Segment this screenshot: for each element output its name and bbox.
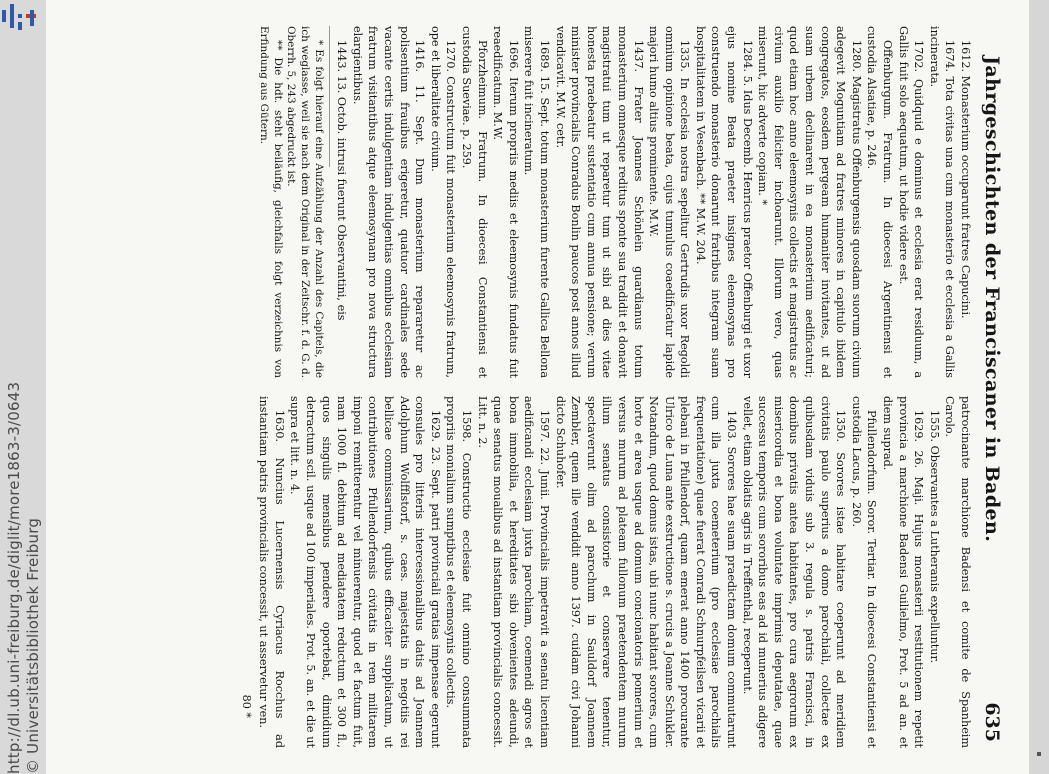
paragraph: 1350. Sorores istae habitare coeperunt ad meridiem civitatis paulo superius a domo parochiali, collectae ex quibusdam viduis sub 3. regula s. patris Francisci, in domibus privatis antea habitantes, pro cura aegrorum ex misericordia et bona voluntate imprimis deputatae, quae successu temporis cum sororibus eas ad id munerius adigere vellet, etiam oblatis agris in Treffenthal, receperunt. <box>740 396 848 748</box>
paragraph: 1630. Nuncius Lucernensis Cyriacus Rocchus ad instantiam patris provincialis concessit, ut asservetur ven. <box>257 396 286 748</box>
paragraph: 1689. 15. Sept. totum monasterium furente Gallica Bellona miserere fuit incineratum. <box>522 26 551 378</box>
left-sidebar-strip <box>0 0 46 774</box>
paragraph: 1612. Monasterium occuparunt fratres Capucini. <box>959 40 972 319</box>
watermark <box>0 0 46 774</box>
edge-dot <box>1037 752 1041 756</box>
paragraph: 1696. Iterum propriis mediis et eleemosynis fundatus fuit reaedificatum. M.W. <box>491 26 520 378</box>
watermark-url: http://dl.ub.uni-freiburg.de/diglit/more1863-3/0643 <box>5 381 23 774</box>
signature-mark: 80 * <box>239 694 253 718</box>
left-column <box>238 26 973 378</box>
watermark-copyright: © Universitätsbibliothek Freiburg <box>24 517 42 774</box>
paragraph: 1403. Sorores hae suam praedictam domum commutarunt cum illa juxta coemeterium (pro ecclesiae parochialis frequentatione) quae fuerat Conradi Schnurpfeilsen vicarii et plebani in Pfullendorf, quam emerat anno 1400 procurante Ulrico de Luna ante exstructione s. crucis a Joanne Schukler. Notandum, quod domus istas, ubi nunc habitant sorores, cum horto et area usque ad domum concionatoris pomerium et versus murum ad plateam fullonum praetendentem murum illum senatus consistorie et conservare tenentur, spectaverunt olim ad parochum in Sauldorf Joannem Zembler, quem ille vendidit anno 1397. cuidam civi Johanni dicto Schuhofer. <box>553 396 739 748</box>
right-edge <box>1029 0 1049 774</box>
paragraph: 1280. Magistratus Offenburgensis quosdam suorum civium adegevit Moguntiam ad fratres minores in capitulo ibidem congregatos, eosdem pergeam humaniter invitantes, ut ad suam urbem declinarent in ea monasterium aedificaturi; quod etiam hoc anno eleemosynis collectis et magistratus ac civium auxilio feliciter inchoarunt. Illorum vero, quas miserunt, hic adverte copiam. * <box>756 26 863 378</box>
paragraph: 1674. Tota civitas una cum monasterio et ecclesia a Gallis incinerata. <box>927 26 957 378</box>
text-columns <box>238 26 973 748</box>
paragraph: 1416. 11. Sept. Dum monasterium repararetur ac polisentium frauibus erigeretur, quatuor cardinales sede vacante certis indulgentiam indulgentias omnibus ecclesiam fratrum visitantibus atque eleemosynam pro nova structura elargientibus. <box>350 26 427 378</box>
footnote: ** Die hdt. steht beiläufig, gleichfalls folgt verzeichnis von Erfindung aus Gütern. <box>258 26 284 378</box>
paragraph: patrocinante marchione Badensi et comite de Spanheim Carolo. <box>943 396 972 748</box>
footnote: * Es folgt hierauf eine Aufzählung der Anzahl des Capitels, die ich weglasse, weil sie nach dem Original in der Zeitschr. f. d. G. d. Oberrh. 5, 243 abgedruckt ist. <box>285 26 325 378</box>
paragraph: 1270. Constructum fuit monasterium eleemosynis fratrum, ope et liberalitate civium. <box>428 26 458 378</box>
paragraph: 1629. 23. Sept. patri provinciali gratias impensae egerunt consules pro litteris intercessionalibus datis ad Joannem Adolphum Wolfflstorf, s. caes. majestatis in negotiis rei bellicae commissarium, quibus efficaciter supplicatum, ut contributiones Pfullendorfensis civitatis in rem militarem imponi remitterentur vel minuerentur, quod et factum fuit, nam 1000 fl. debitum ad mediatatem reductum et 300 fl., quos singulis mensibus pendere oportebat, dimidium detractum scil. usque ad 100 imperiales. Prot. 5. an. et die ut supra et litt. n. 4. <box>288 396 442 748</box>
page-number: 635 <box>981 702 1003 742</box>
paragraph: 1437. Frater Joannes Schönlein guardianus totum monasterium omnesque reditus sponte sua tradidit et donavit magistratui tum ut reparetur tum ut sibi ad dies vitae honesta praebeatur sustentatio cum annua pensione; verum minister provincialis Conradus Bonlin paucos post annos illud vendicavit. M.W. cetr. <box>553 26 645 378</box>
page-content <box>46 0 1029 774</box>
paragraph: Pforzheimum. Fratrum. In dioecesi Constantiensi et custodia Sueviae. p. 259. <box>460 26 489 378</box>
paragraph: Offenburgum. Fratrum. In dioecesi Argentinensi et custodia Alsatiae, p. 246. <box>865 26 895 378</box>
paragraph: 1702. Quidquid e dominus et ecclesia erat residuum, a Gallis fuit solo aequatum, ut hodie videre est. <box>896 26 926 378</box>
right-column <box>238 396 973 748</box>
scanned-page <box>46 0 1029 774</box>
paragraph: 1597. 22. Junii. Provincialis impetravit a senatu licentiam aedificandi ecclesiam juxta parochiam, coemendi agros et bona immobilia, et hereditates sibi obvenientes adeundi, quae senatus moualibus ad instantiam provincialis concessit. Litt. n. 2. <box>475 396 551 748</box>
watermark-text <box>4 382 42 774</box>
paragraph: 1629. 26. Maji. Hujus monasterii restitutionem repetit provincia a marchione Badensi Guilielmo, Prot. 5 ad an. et diem suprad. <box>881 396 926 748</box>
paragraph: 1555. Observantes a Lutheranis expelluntur. <box>927 410 941 664</box>
paragraph: Pfullendorfum. Soror. Tertiar. In dioecesi Constantiensi et custodia Lacus, p. 260. <box>849 396 879 748</box>
paragraph: 1443. 13. Octob. intrusi fuerunt Observantini, eis <box>335 40 349 321</box>
paragraph: 1598. Constructio ecclesiae fuit omnino consummata propriis monialium sumptibus et eleemosynis collectis. <box>444 396 473 748</box>
paragraph: 1335. In ecclesia nostra sepelitur Gertrudis uxor Regoldi omnium opinione beata, cujus tumulus coaedificatur lapide majori humo altius prominente. M.W. <box>647 26 692 378</box>
page-title: Jahrgeschichten der Franciscaner in Baden. <box>981 56 1003 543</box>
running-head <box>981 26 1003 748</box>
paragraph: 1284. 5. Idus Decemb. Henricus praetor Offenburgi et uxor ejus nomine Beata praeter insignes eleemosynas pro construendo monasterio donarunt fratribus integram suam hospitalitatem in Vesenbach. ** M.W. 204. <box>693 26 754 378</box>
footnote-rule <box>329 26 330 167</box>
